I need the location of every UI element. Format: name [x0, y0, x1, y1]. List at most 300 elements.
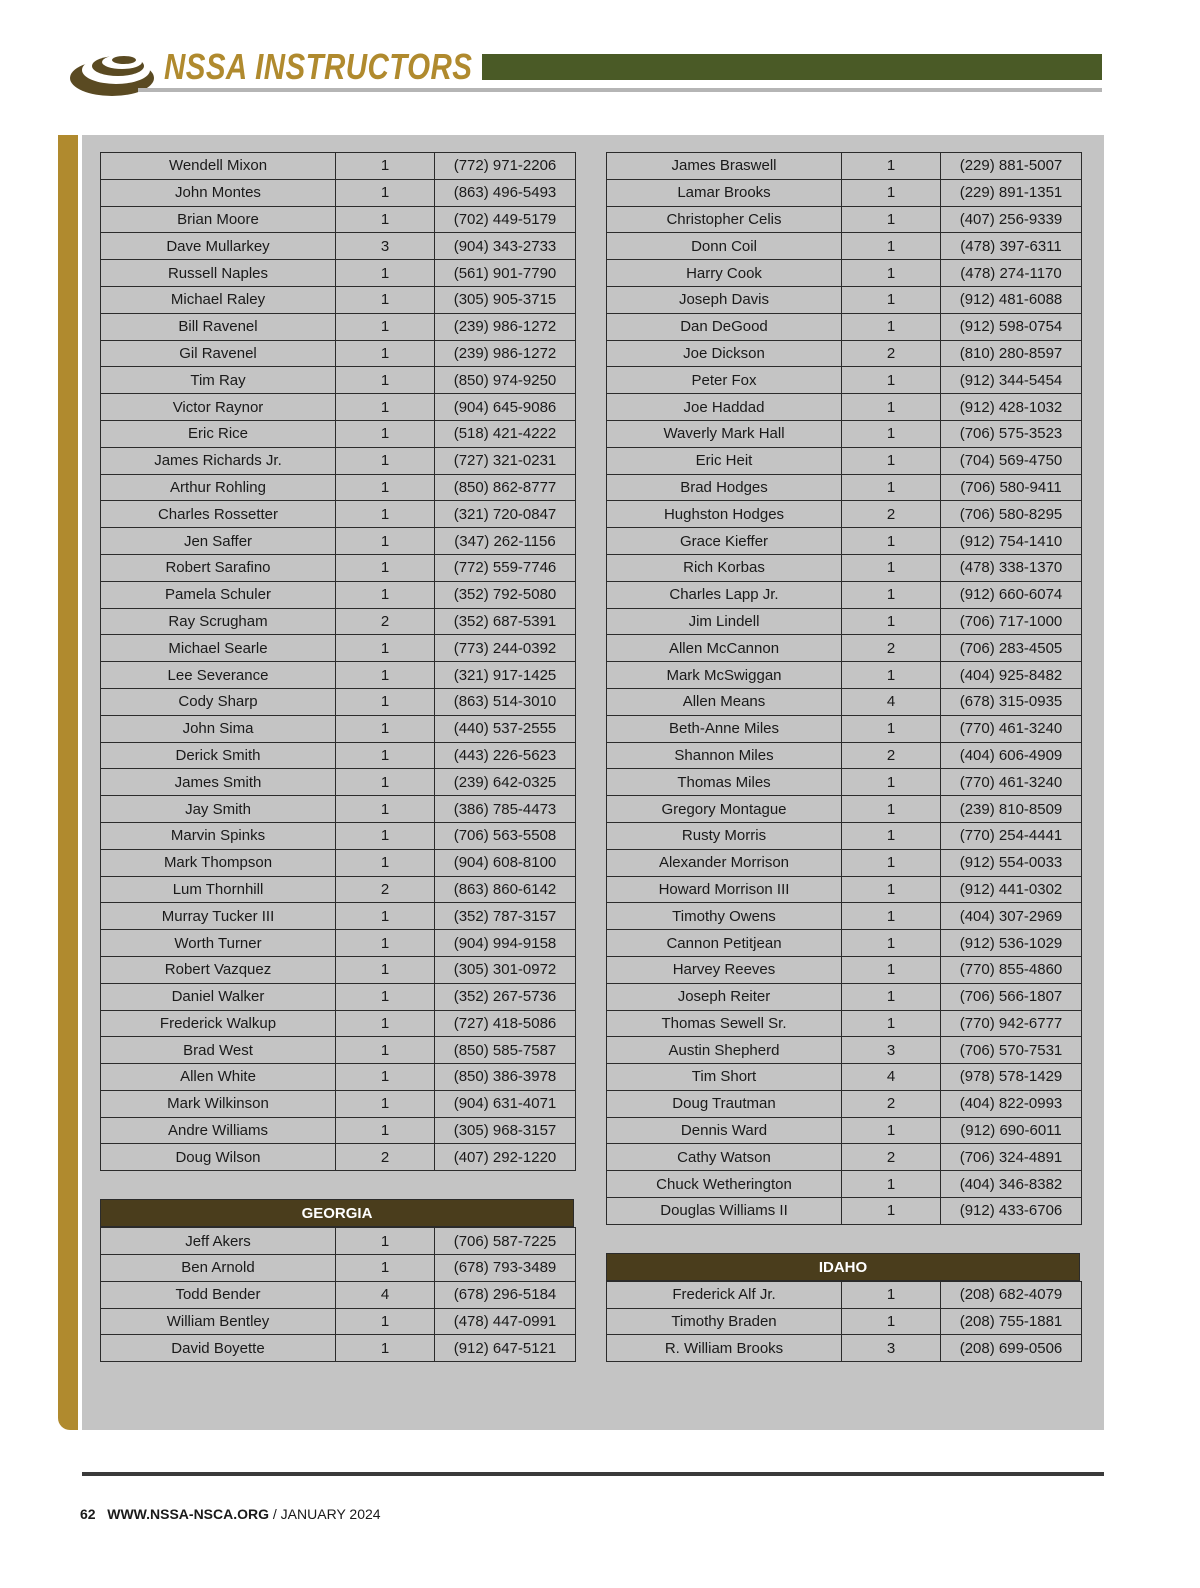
phone-number: (229) 891-1351 [941, 179, 1082, 206]
instructor-name: Lamar Brooks [607, 179, 842, 206]
class-level: 1 [336, 1255, 435, 1282]
class-level: 1 [336, 1064, 435, 1091]
accent-bar [58, 135, 78, 1430]
instructor-name: Michael Raley [101, 286, 336, 313]
instructor-name: Donn Coil [607, 233, 842, 260]
class-level: 2 [842, 501, 941, 528]
instructor-name: Cody Sharp [101, 688, 336, 715]
instructor-name: Doug Wilson [101, 1144, 336, 1171]
instructor-name: R. William Brooks [607, 1335, 842, 1362]
class-level: 1 [336, 313, 435, 340]
instructor-name: Mark McSwiggan [607, 662, 842, 689]
table-row [101, 983, 576, 1010]
phone-number: (305) 905-3715 [435, 286, 576, 313]
instructor-name: Gil Ravenel [101, 340, 336, 367]
phone-number: (404) 822-0993 [941, 1090, 1082, 1117]
state-header-georgia: GEORGIA [100, 1199, 574, 1227]
instructor-name: Peter Fox [607, 367, 842, 394]
phone-number: (706) 580-8295 [941, 501, 1082, 528]
phone-number: (773) 244-0392 [435, 635, 576, 662]
instructor-name: Rusty Morris [607, 822, 842, 849]
phone-number: (770) 942-6777 [941, 1010, 1082, 1037]
class-level: 1 [336, 822, 435, 849]
phone-number: (386) 785-4473 [435, 796, 576, 823]
table-row [607, 742, 1082, 769]
instructor-name: Christopher Celis [607, 206, 842, 233]
table-row [101, 608, 576, 635]
instructor-name: Jeff Akers [101, 1228, 336, 1255]
class-level: 1 [336, 796, 435, 823]
phone-number: (678) 793-3489 [435, 1255, 576, 1282]
phone-number: (810) 280-8597 [941, 340, 1082, 367]
class-level: 1 [842, 930, 941, 957]
phone-number: (770) 461-3240 [941, 769, 1082, 796]
table-row [101, 662, 576, 689]
class-level: 1 [842, 474, 941, 501]
table-row [101, 1037, 576, 1064]
class-level: 1 [842, 1198, 941, 1225]
phone-number: (850) 974-9250 [435, 367, 576, 394]
table-row [607, 1335, 1082, 1362]
table-row [607, 394, 1082, 421]
phone-number: (850) 386-3978 [435, 1064, 576, 1091]
table-row [607, 822, 1082, 849]
class-level: 1 [336, 1090, 435, 1117]
table-row [101, 876, 576, 903]
class-level: 2 [336, 1144, 435, 1171]
phone-number: (912) 536-1029 [941, 930, 1082, 957]
phone-number: (706) 283-4505 [941, 635, 1082, 662]
table-row [607, 796, 1082, 823]
phone-number: (321) 720-0847 [435, 501, 576, 528]
class-level: 1 [336, 340, 435, 367]
class-level: 2 [842, 742, 941, 769]
table-row [101, 420, 576, 447]
phone-number: (239) 810-8509 [941, 796, 1082, 823]
instructor-name: Cathy Watson [607, 1144, 842, 1171]
phone-number: (239) 642-0325 [435, 769, 576, 796]
class-level: 1 [842, 849, 941, 876]
class-level: 1 [336, 367, 435, 394]
instructor-name: Joseph Davis [607, 286, 842, 313]
phone-number: (706) 575-3523 [941, 420, 1082, 447]
class-level: 1 [336, 554, 435, 581]
phone-number: (404) 925-8482 [941, 662, 1082, 689]
class-level: 4 [842, 688, 941, 715]
state-header-idaho: IDAHO [606, 1253, 1080, 1281]
phone-number: (912) 481-6088 [941, 286, 1082, 313]
instructor-name: Howard Morrison III [607, 876, 842, 903]
class-level: 2 [842, 340, 941, 367]
instructor-name: Brad West [101, 1037, 336, 1064]
class-level: 2 [336, 608, 435, 635]
phone-number: (239) 986-1272 [435, 313, 576, 340]
class-level: 1 [842, 956, 941, 983]
page-header [66, 40, 1106, 102]
phone-number: (912) 554-0033 [941, 849, 1082, 876]
instructor-name: James Smith [101, 769, 336, 796]
instructor-name: Todd Bender [101, 1281, 336, 1308]
instructor-name: Lum Thornhill [101, 876, 336, 903]
table-row [607, 715, 1082, 742]
table-row [607, 528, 1082, 555]
header-bar [482, 54, 1102, 80]
class-level: 1 [336, 635, 435, 662]
class-level: 1 [336, 286, 435, 313]
clay-target-logo-icon [66, 40, 158, 102]
instructor-name: Worth Turner [101, 930, 336, 957]
class-level: 1 [842, 286, 941, 313]
table-row [101, 581, 576, 608]
instructor-table-left [100, 152, 576, 1171]
phone-number: (912) 433-6706 [941, 1198, 1082, 1225]
class-level: 2 [842, 1144, 941, 1171]
class-level: 1 [842, 822, 941, 849]
table-row [101, 769, 576, 796]
phone-number: (443) 226-5623 [435, 742, 576, 769]
phone-number: (863) 860-6142 [435, 876, 576, 903]
table-row [101, 956, 576, 983]
table-row [607, 956, 1082, 983]
phone-number: (904) 343-2733 [435, 233, 576, 260]
class-level: 1 [842, 313, 941, 340]
instructor-name: Waverly Mark Hall [607, 420, 842, 447]
instructor-name: Eric Rice [101, 420, 336, 447]
instructor-name: Jim Lindell [607, 608, 842, 635]
class-level: 1 [336, 420, 435, 447]
table-row [607, 608, 1082, 635]
table-row [607, 1281, 1082, 1308]
class-level: 1 [842, 528, 941, 555]
phone-number: (678) 315-0935 [941, 688, 1082, 715]
class-level: 1 [336, 474, 435, 501]
table-row [607, 260, 1082, 287]
instructor-name: Timothy Owens [607, 903, 842, 930]
class-level: 1 [842, 581, 941, 608]
table-row [607, 1064, 1082, 1091]
phone-number: (352) 792-5080 [435, 581, 576, 608]
phone-number: (478) 397-6311 [941, 233, 1082, 260]
phone-number: (912) 754-1410 [941, 528, 1082, 555]
phone-number: (706) 566-1807 [941, 983, 1082, 1010]
class-level: 1 [336, 206, 435, 233]
class-level: 1 [842, 876, 941, 903]
table-row [607, 1117, 1082, 1144]
instructor-name: Joe Haddad [607, 394, 842, 421]
table-row [101, 474, 576, 501]
instructor-name: Lee Severance [101, 662, 336, 689]
table-row [101, 1090, 576, 1117]
table-row [607, 1037, 1082, 1064]
instructor-name: Murray Tucker III [101, 903, 336, 930]
class-level: 1 [842, 1171, 941, 1198]
class-level: 4 [842, 1064, 941, 1091]
table-row [607, 662, 1082, 689]
class-level: 1 [336, 179, 435, 206]
instructor-name: Doug Trautman [607, 1090, 842, 1117]
class-level: 1 [842, 153, 941, 180]
instructor-table-right [606, 152, 1082, 1225]
phone-number: (440) 537-2555 [435, 715, 576, 742]
table-row [101, 528, 576, 555]
class-level: 1 [336, 688, 435, 715]
phone-number: (404) 606-4909 [941, 742, 1082, 769]
table-row [101, 1308, 576, 1335]
phone-number: (478) 338-1370 [941, 554, 1082, 581]
instructor-name: Rich Korbas [607, 554, 842, 581]
class-level: 1 [842, 662, 941, 689]
table-row [607, 286, 1082, 313]
class-level: 1 [842, 447, 941, 474]
phone-number: (904) 994-9158 [435, 930, 576, 957]
class-level: 1 [336, 742, 435, 769]
table-row [607, 903, 1082, 930]
instructor-name: Dave Mullarkey [101, 233, 336, 260]
phone-number: (706) 580-9411 [941, 474, 1082, 501]
right-column [606, 152, 1080, 1362]
class-level: 1 [842, 420, 941, 447]
table-row [607, 1144, 1082, 1171]
table-row [101, 1117, 576, 1144]
table-row [607, 554, 1082, 581]
left-column [100, 152, 574, 1362]
instructor-name: Dennis Ward [607, 1117, 842, 1144]
class-level: 1 [336, 153, 435, 180]
instructor-name: Thomas Miles [607, 769, 842, 796]
class-level: 1 [336, 1335, 435, 1362]
class-level: 2 [842, 1090, 941, 1117]
table-row [101, 822, 576, 849]
table-row [607, 1198, 1082, 1225]
table-row [607, 876, 1082, 903]
class-level: 1 [336, 501, 435, 528]
phone-number: (863) 496-5493 [435, 179, 576, 206]
table-row [101, 1335, 576, 1362]
instructor-name: David Boyette [101, 1335, 336, 1362]
table-row [101, 742, 576, 769]
instructor-name: Cannon Petitjean [607, 930, 842, 957]
class-level: 1 [842, 1308, 941, 1335]
instructor-name: Jen Saffer [101, 528, 336, 555]
phone-number: (706) 563-5508 [435, 822, 576, 849]
class-level: 3 [842, 1335, 941, 1362]
table-row [101, 394, 576, 421]
phone-number: (239) 986-1272 [435, 340, 576, 367]
phone-number: (912) 344-5454 [941, 367, 1082, 394]
instructor-name: Frederick Walkup [101, 1010, 336, 1037]
phone-number: (321) 917-1425 [435, 662, 576, 689]
phone-number: (404) 346-8382 [941, 1171, 1082, 1198]
table-row [101, 153, 576, 180]
table-row [607, 849, 1082, 876]
phone-number: (229) 881-5007 [941, 153, 1082, 180]
phone-number: (347) 262-1156 [435, 528, 576, 555]
phone-number: (478) 274-1170 [941, 260, 1082, 287]
class-level: 3 [336, 233, 435, 260]
class-level: 1 [336, 394, 435, 421]
instructor-name: Austin Shepherd [607, 1037, 842, 1064]
phone-number: (770) 254-4441 [941, 822, 1082, 849]
table-row [101, 903, 576, 930]
phone-number: (727) 418-5086 [435, 1010, 576, 1037]
class-level: 1 [842, 554, 941, 581]
class-level: 3 [842, 1037, 941, 1064]
class-level: 1 [842, 394, 941, 421]
table-row [101, 340, 576, 367]
instructor-name: Brian Moore [101, 206, 336, 233]
class-level: 1 [336, 715, 435, 742]
phone-number: (863) 514-3010 [435, 688, 576, 715]
instructor-name: Grace Kieffer [607, 528, 842, 555]
phone-number: (904) 631-4071 [435, 1090, 576, 1117]
class-level: 1 [336, 1228, 435, 1255]
instructor-name: Harvey Reeves [607, 956, 842, 983]
table-row [101, 286, 576, 313]
table-row [101, 1144, 576, 1171]
instructor-name: James Braswell [607, 153, 842, 180]
phone-number: (706) 570-7531 [941, 1037, 1082, 1064]
instructor-name: John Sima [101, 715, 336, 742]
table-row [607, 367, 1082, 394]
phone-number: (727) 321-0231 [435, 447, 576, 474]
table-row [101, 206, 576, 233]
table-row [101, 367, 576, 394]
instructor-name: Robert Vazquez [101, 956, 336, 983]
instructor-name: Charles Lapp Jr. [607, 581, 842, 608]
table-row [101, 1064, 576, 1091]
instructor-name: James Richards Jr. [101, 447, 336, 474]
instructor-name: Brad Hodges [607, 474, 842, 501]
phone-number: (407) 292-1220 [435, 1144, 576, 1171]
instructor-name: Eric Heit [607, 447, 842, 474]
instructor-name: Pamela Schuler [101, 581, 336, 608]
class-level: 1 [336, 581, 435, 608]
phone-number: (706) 587-7225 [435, 1228, 576, 1255]
class-level: 4 [336, 1281, 435, 1308]
table-row [607, 1090, 1082, 1117]
class-level: 1 [336, 903, 435, 930]
phone-number: (706) 717-1000 [941, 608, 1082, 635]
website-link[interactable]: WWW.NSSA-NSCA.ORG [107, 1506, 270, 1522]
table-row [101, 1255, 576, 1282]
class-level: 1 [842, 796, 941, 823]
class-level: 1 [842, 1010, 941, 1037]
instructor-name: Wendell Mixon [101, 153, 336, 180]
phone-number: (208) 755-1881 [941, 1308, 1082, 1335]
table-row [101, 179, 576, 206]
instructor-name: Timothy Braden [607, 1308, 842, 1335]
table-row [607, 1010, 1082, 1037]
instructor-name: Arthur Rohling [101, 474, 336, 501]
table-row [101, 260, 576, 287]
class-level: 1 [336, 983, 435, 1010]
phone-number: (305) 301-0972 [435, 956, 576, 983]
instructor-name: Russell Naples [101, 260, 336, 287]
phone-number: (772) 559-7746 [435, 554, 576, 581]
phone-number: (208) 699-0506 [941, 1335, 1082, 1362]
instructor-name: Daniel Walker [101, 983, 336, 1010]
instructor-name: Douglas Williams II [607, 1198, 842, 1225]
class-level: 1 [842, 367, 941, 394]
table-row [607, 983, 1082, 1010]
table-row [101, 796, 576, 823]
phone-number: (912) 647-5121 [435, 1335, 576, 1362]
phone-number: (772) 971-2206 [435, 153, 576, 180]
instructor-name: Gregory Montague [607, 796, 842, 823]
instructor-name: Michael Searle [101, 635, 336, 662]
instructor-name: Mark Thompson [101, 849, 336, 876]
table-row [101, 501, 576, 528]
phone-number: (561) 901-7790 [435, 260, 576, 287]
phone-number: (208) 682-4079 [941, 1281, 1082, 1308]
table-row [101, 1281, 576, 1308]
phone-number: (978) 578-1429 [941, 1064, 1082, 1091]
table-row [607, 930, 1082, 957]
phone-number: (912) 660-6074 [941, 581, 1082, 608]
instructor-name: John Montes [101, 179, 336, 206]
table-row [607, 501, 1082, 528]
table-row [607, 447, 1082, 474]
class-level: 1 [336, 956, 435, 983]
class-level: 1 [336, 528, 435, 555]
instructor-name: William Bentley [101, 1308, 336, 1335]
instructor-name: Robert Sarafino [101, 554, 336, 581]
table-row [607, 420, 1082, 447]
table-row [101, 554, 576, 581]
instructor-name: Ray Scrugham [101, 608, 336, 635]
class-level: 1 [336, 447, 435, 474]
class-level: 1 [336, 769, 435, 796]
issue-date: / JANUARY 2024 [272, 1506, 381, 1522]
table-row [101, 1010, 576, 1037]
class-level: 1 [336, 260, 435, 287]
instructor-name: Alexander Morrison [607, 849, 842, 876]
class-level: 1 [842, 1117, 941, 1144]
phone-number: (352) 787-3157 [435, 903, 576, 930]
table-row [607, 635, 1082, 662]
class-level: 1 [336, 1308, 435, 1335]
phone-number: (678) 296-5184 [435, 1281, 576, 1308]
phone-number: (770) 855-4860 [941, 956, 1082, 983]
phone-number: (912) 690-6011 [941, 1117, 1082, 1144]
footer-rule [82, 1472, 1104, 1476]
instructor-name: Victor Raynor [101, 394, 336, 421]
table-row [607, 206, 1082, 233]
table-row [101, 930, 576, 957]
table-row [607, 179, 1082, 206]
instructor-name: Thomas Sewell Sr. [607, 1010, 842, 1037]
table-row [101, 447, 576, 474]
phone-number: (770) 461-3240 [941, 715, 1082, 742]
table-row [607, 474, 1082, 501]
instructor-name: Shannon Miles [607, 742, 842, 769]
table-row [607, 1171, 1082, 1198]
phone-number: (850) 862-8777 [435, 474, 576, 501]
class-level: 1 [842, 903, 941, 930]
phone-number: (704) 569-4750 [941, 447, 1082, 474]
instructor-name: Beth-Anne Miles [607, 715, 842, 742]
instructor-name: Tim Short [607, 1064, 842, 1091]
class-level: 1 [842, 206, 941, 233]
phone-number: (518) 421-4222 [435, 420, 576, 447]
phone-number: (850) 585-7587 [435, 1037, 576, 1064]
class-level: 1 [842, 179, 941, 206]
instructor-name: Harry Cook [607, 260, 842, 287]
phone-number: (706) 324-4891 [941, 1144, 1082, 1171]
class-level: 2 [842, 635, 941, 662]
instructor-name: Hughston Hodges [607, 501, 842, 528]
instructor-name: Frederick Alf Jr. [607, 1281, 842, 1308]
